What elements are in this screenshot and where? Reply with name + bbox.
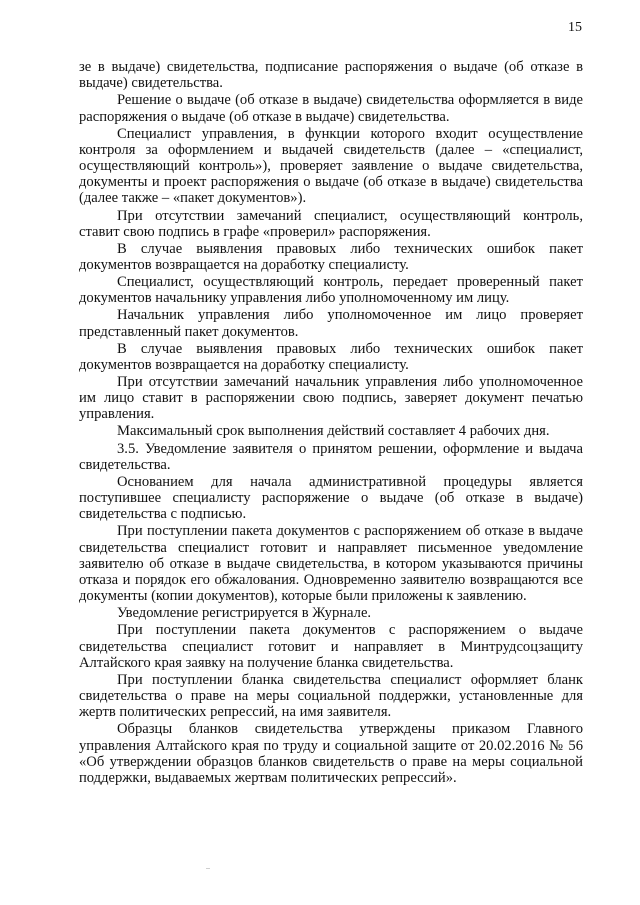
paragraph: зе в выдаче) свидетельства, подписание распоряжения о выдаче (об отказе в выдаче) свидетельства.: [79, 59, 583, 92]
page-number: 15: [568, 20, 582, 35]
paragraph: В случае выявления правовых либо технических ошибок пакет документов возвращается на доработку специалисту.: [79, 340, 583, 373]
paragraph: Специалист управления, в функции которого входит осуществление контроля за оформлением и выдачей свидетельств (далее – «специалист, осуществляющий контроль»), проверяет заявление о выдаче свидетельства, документы и проект распоряжения о выдаче (об отказе в выдаче) свидетельства (далее также – «пакет документов»).: [79, 125, 583, 207]
paragraph: При отсутствии замечаний начальник управления либо уполномоченное им лицо ставит в распоряжении свою подпись, заверяет документ печатью управления.: [79, 373, 583, 423]
paragraph: В случае выявления правовых либо технических ошибок пакет документов возвращается на доработку специалисту.: [79, 240, 583, 273]
paragraph: Основанием для начала административной процедуры является поступившее специалисту распоряжение о выдаче (об отказе в выдаче) свидетельства с подписью.: [79, 473, 583, 523]
section-heading-3-5: 3.5. Уведомление заявителя о принятом решении, оформление и выдача свидетельства.: [79, 440, 583, 473]
paragraph: Образцы бланков свидетельства утверждены приказом Главного управления Алтайского края по труду и социальной защите от 20.02.2016 № 56 «Об утверждении образцов бланков свидетельств о праве на меры социальной поддержки, выдаваемых жертвам политических репрессий».: [79, 721, 583, 786]
paragraph: Специалист, осуществляющий контроль, передает проверенный пакет документов начальнику управления либо уполномоченному им лицу.: [79, 274, 583, 307]
paragraph: При поступлении пакета документов с распоряжением о выдаче свидетельства специалист готовит и направляет в Минтрудсоцзащиту Алтайского края заявку на получение бланка свидетельства.: [79, 622, 583, 671]
scan-mark: [206, 868, 210, 869]
paragraph: Начальник управления либо уполномоченное им лицо проверяет представленный пакет документов.: [79, 307, 583, 340]
paragraph: Решение о выдаче (об отказе в выдаче) свидетельства оформляется в виде распоряжения о выдаче (об отказе в выдаче) свидетельства.: [79, 92, 583, 125]
paragraph: Уведомление регистрируется в Журнале.: [117, 605, 372, 622]
paragraph: При поступлении бланка свидетельства специалист оформляет бланк свидетельства о праве на меры социальной поддержки, установленные для жертв политических репрессий, на имя заявителя.: [79, 671, 583, 721]
paragraph: При отсутствии замечаний специалист, осуществляющий контроль, ставит свою подпись в графе «проверил» распоряжения.: [79, 207, 583, 240]
paragraph: Максимальный срок выполнения действий составляет 4 рабочих дня.: [117, 423, 550, 440]
document-body: [79, 59, 583, 787]
paragraph: При поступлении пакета документов с распоряжением об отказе в выдаче свидетельства специалист готовит и направляет письменное уведомление заявителю об отказе в выдаче свидетельства, в котором указываются причины отказа и порядок его обжалования. Одновременно заявителю возвращаются все документы (копии документов), которые были приложены к заявлению.: [79, 523, 583, 605]
